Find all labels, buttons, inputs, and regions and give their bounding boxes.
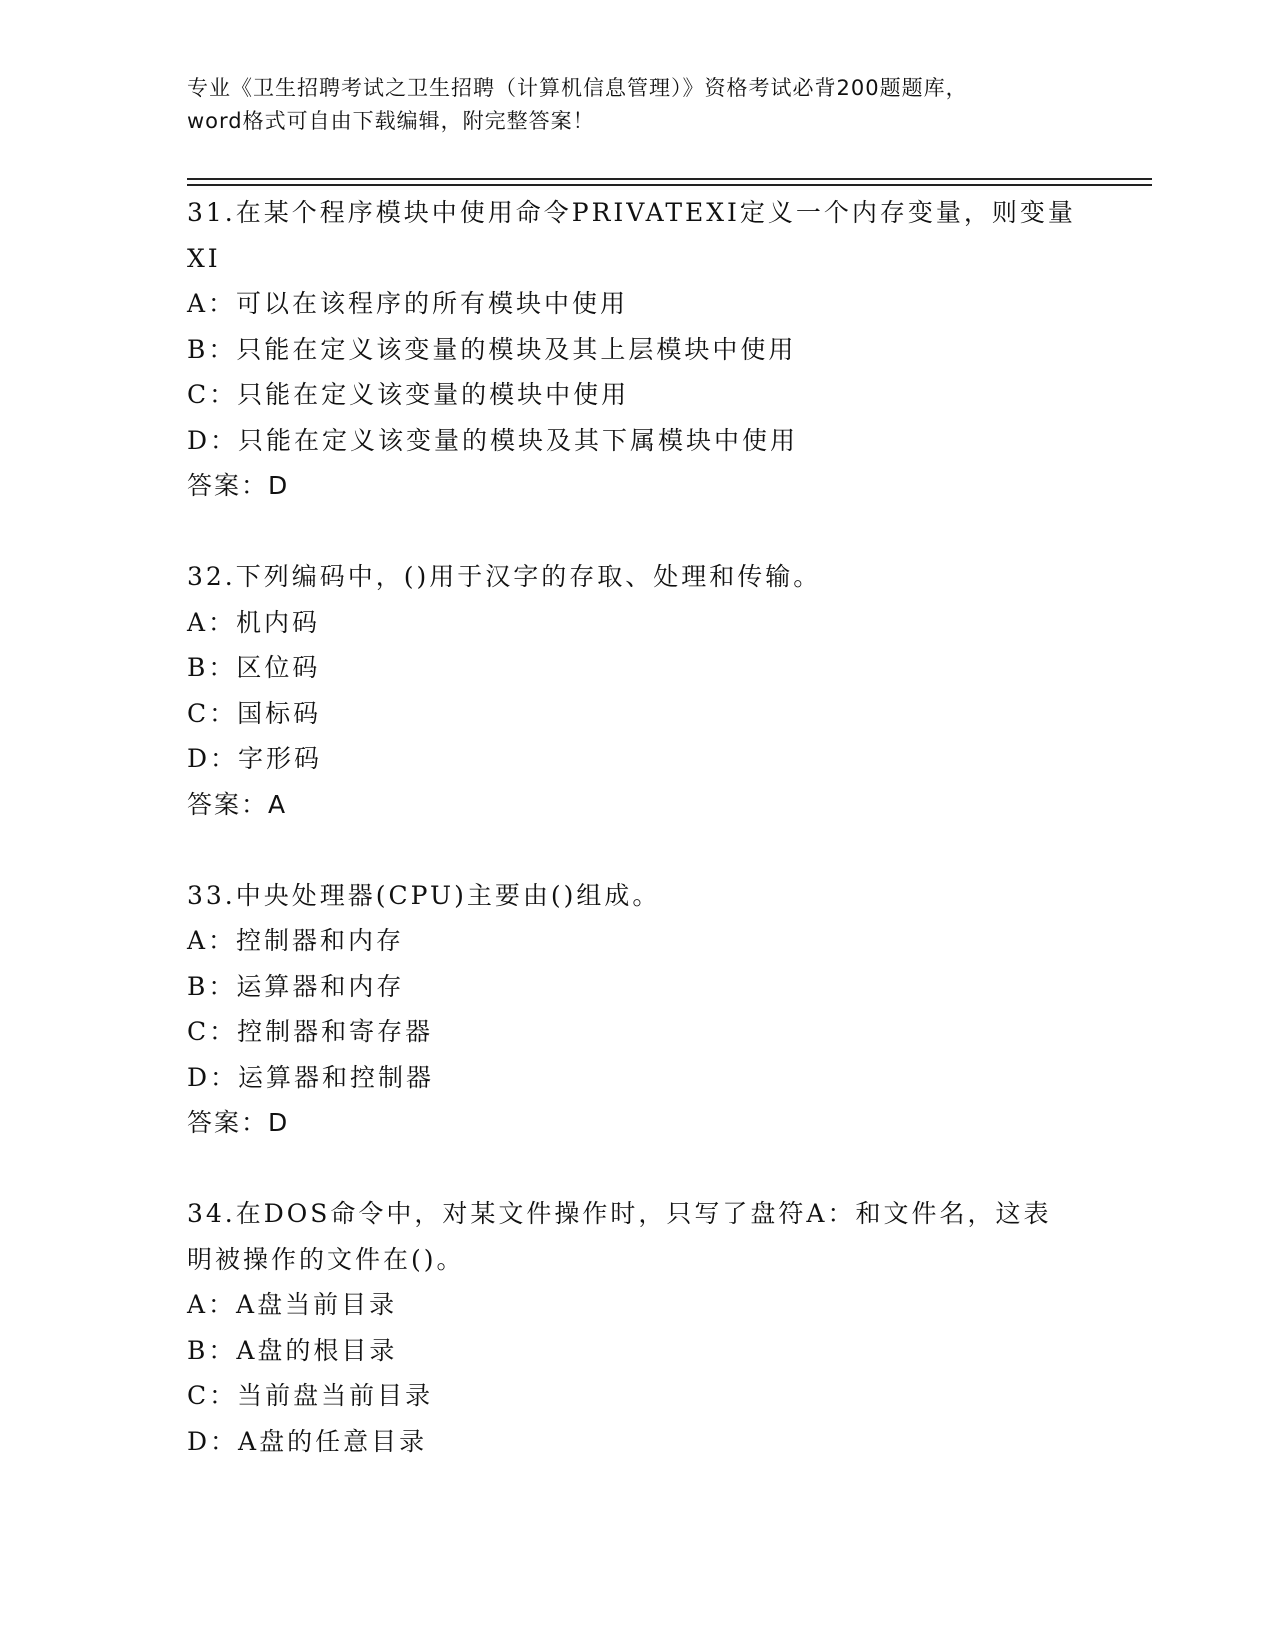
question-spacer <box>187 509 1087 555</box>
option-d: D：运算器和控制器 <box>187 1062 435 1092</box>
question-stem: 31.在某个程序模块中使用命令PRIVATEXI定义一个内存变量，则变量 <box>187 198 1076 227</box>
option-d: D：字形码 <box>187 744 323 773</box>
question-stem: 34.在DOS命令中，对某文件操作时，只写了盘符A：和文件名，这表 <box>187 1199 1052 1228</box>
answer-line: 答案：D <box>187 471 290 500</box>
question-spacer <box>187 1146 1087 1192</box>
option-c: C：控制器和寄存器 <box>187 1017 434 1046</box>
answer-line: 答案：A <box>187 789 288 819</box>
option-a: A：可以在该程序的所有模块中使用 <box>187 289 629 318</box>
question-spacer <box>187 827 1087 873</box>
header-line-1: 专业《卫生招聘考试之卫生招聘（计算机信息管理）》资格考试必背200题题库， <box>187 76 968 100</box>
question-stem: 33.中央处理器(CPU)主要由()组成。 <box>187 880 661 910</box>
question-stem: 32.下列编码中，()用于汉字的存取、处理和传输。 <box>187 562 822 591</box>
option-b: B：A盘的根目录 <box>187 1335 398 1365</box>
option-c: C：国标码 <box>187 698 322 728</box>
question-list <box>187 190 1087 1464</box>
option-b: B：只能在定义该变量的模块及其上层模块中使用 <box>187 334 797 364</box>
header-line-2: word格式可自由下载编辑，附完整答案！ <box>187 109 595 133</box>
question-stem-continued: XI <box>187 243 221 273</box>
question-block <box>187 190 1087 509</box>
question-block <box>187 873 1087 1146</box>
option-d: D：A盘的任意目录 <box>187 1426 428 1456</box>
option-b: B：区位码 <box>187 653 321 682</box>
header-divider-bottom <box>187 184 1152 186</box>
option-a: A：控制器和内存 <box>187 926 405 955</box>
document-header <box>187 72 1077 138</box>
option-a: A：机内码 <box>187 607 321 637</box>
option-c: C：当前盘当前目录 <box>187 1381 434 1410</box>
header-divider-top <box>187 178 1152 180</box>
option-d: D：只能在定义该变量的模块及其下属模块中使用 <box>187 425 799 455</box>
question-block <box>187 1191 1087 1464</box>
answer-line: 答案：D <box>187 1108 290 1137</box>
question-block <box>187 554 1087 827</box>
option-a: A：A盘当前目录 <box>187 1290 398 1319</box>
option-c: C：只能在定义该变量的模块中使用 <box>187 380 630 409</box>
question-stem-continued: 明被操作的文件在()。 <box>187 1244 465 1274</box>
option-b: B：运算器和内存 <box>187 971 405 1001</box>
